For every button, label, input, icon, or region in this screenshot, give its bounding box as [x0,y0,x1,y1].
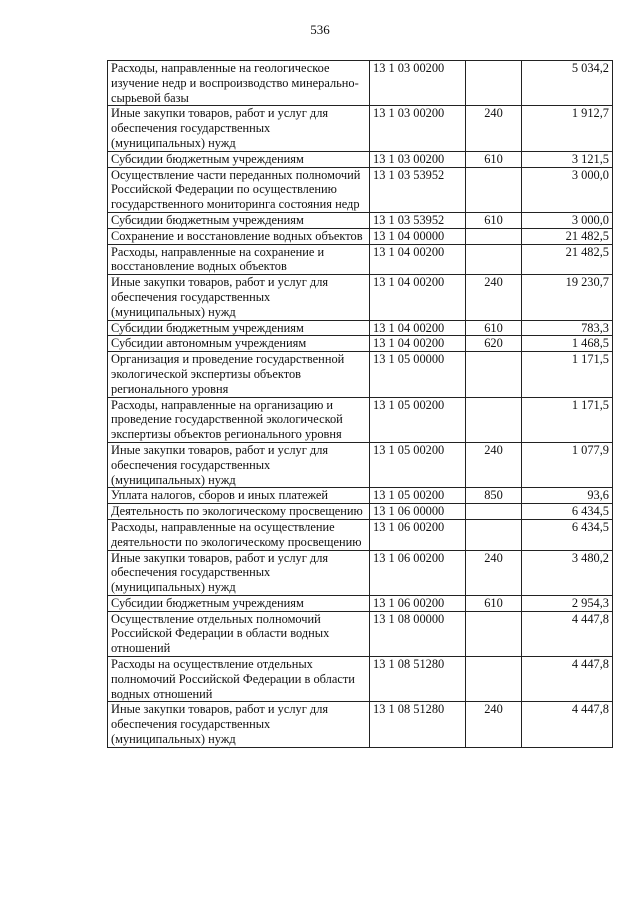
table-row [108,167,613,212]
table-row [108,488,613,504]
row-type-cell [466,167,522,212]
row-type-cell [466,352,522,397]
table-row [108,657,613,702]
row-type-cell: 850 [466,488,522,504]
row-type-cell [466,504,522,520]
table-row [108,320,613,336]
row-name-cell: Расходы, направленные на сохранение и восстановление водных объектов [108,244,370,275]
row-amount-cell: 3 480,2 [522,550,613,595]
row-amount-cell: 4 447,8 [522,702,613,747]
page-number: 536 [310,22,330,37]
row-amount-cell: 1 468,5 [522,336,613,352]
row-code-cell: 13 1 03 00200 [370,151,466,167]
row-type-cell: 610 [466,212,522,228]
row-type-cell [466,611,522,656]
row-code-cell: 13 1 03 00200 [370,61,466,106]
row-code-cell: 13 1 04 00000 [370,228,466,244]
row-code-cell: 13 1 03 00200 [370,106,466,151]
row-name-cell: Осуществление части переданных полномочий Российской Федерации по осуществлению государственного мониторинга состояния недр [108,167,370,212]
table-row [108,550,613,595]
table-row [108,611,613,656]
row-type-cell: 620 [466,336,522,352]
row-amount-cell: 1 912,7 [522,106,613,151]
row-type-cell: 240 [466,106,522,151]
row-name-cell: Деятельность по экологическому просвещению [108,504,370,520]
row-code-cell: 13 1 05 00000 [370,352,466,397]
row-amount-cell: 783,3 [522,320,613,336]
row-name-cell: Расходы, направленные на геологическое изучение недр и воспроизводство минерально-сырьевой базы [108,61,370,106]
row-name-cell: Иные закупки товаров, работ и услуг для обеспечения государственных (муниципальных) нужд [108,106,370,151]
row-amount-cell: 2 954,3 [522,595,613,611]
row-name-cell: Субсидии автономным учреждениям [108,336,370,352]
row-code-cell: 13 1 04 00200 [370,320,466,336]
row-type-cell: 240 [466,442,522,487]
row-amount-cell: 1 077,9 [522,442,613,487]
row-type-cell [466,397,522,442]
row-amount-cell: 1 171,5 [522,352,613,397]
table-row [108,212,613,228]
table-row [108,61,613,106]
row-amount-cell: 4 447,8 [522,657,613,702]
row-code-cell: 13 1 06 00200 [370,550,466,595]
row-code-cell: 13 1 04 00200 [370,244,466,275]
row-code-cell: 13 1 06 00200 [370,519,466,550]
row-amount-cell: 3 000,0 [522,212,613,228]
table-row [108,595,613,611]
row-name-cell: Уплата налогов, сборов и иных платежей [108,488,370,504]
table-row [108,151,613,167]
table-row [108,275,613,320]
row-name-cell: Субсидии бюджетным учреждениям [108,151,370,167]
row-type-cell [466,61,522,106]
table-row [108,504,613,520]
row-name-cell: Расходы, направленные на осуществление деятельности по экологическому просвещению [108,519,370,550]
row-amount-cell: 3 121,5 [522,151,613,167]
row-code-cell: 13 1 05 00200 [370,397,466,442]
table-row [108,702,613,747]
row-code-cell: 13 1 04 00200 [370,336,466,352]
row-amount-cell: 6 434,5 [522,519,613,550]
row-name-cell: Осуществление отдельных полномочий Российской Федерации в области водных отношений [108,611,370,656]
row-type-cell: 240 [466,702,522,747]
table-row [108,244,613,275]
row-amount-cell: 93,6 [522,488,613,504]
budget-table [107,60,613,748]
row-amount-cell: 1 171,5 [522,397,613,442]
row-code-cell: 13 1 03 53952 [370,167,466,212]
row-amount-cell: 5 034,2 [522,61,613,106]
row-amount-cell: 21 482,5 [522,228,613,244]
table-row [108,519,613,550]
row-code-cell: 13 1 08 51280 [370,657,466,702]
row-name-cell: Расходы на осуществление отдельных полномочий Российской Федерации в области водных отношений [108,657,370,702]
row-code-cell: 13 1 06 00000 [370,504,466,520]
table-row [108,336,613,352]
row-code-cell: 13 1 08 00000 [370,611,466,656]
row-type-cell: 240 [466,275,522,320]
row-amount-cell: 19 230,7 [522,275,613,320]
row-type-cell: 610 [466,151,522,167]
row-type-cell: 610 [466,595,522,611]
row-name-cell: Иные закупки товаров, работ и услуг для обеспечения государственных (муниципальных) нужд [108,442,370,487]
row-type-cell [466,228,522,244]
row-type-cell: 240 [466,550,522,595]
table-row [108,228,613,244]
row-amount-cell: 21 482,5 [522,244,613,275]
row-code-cell: 13 1 04 00200 [370,275,466,320]
row-code-cell: 13 1 06 00200 [370,595,466,611]
table-row [108,352,613,397]
row-type-cell [466,519,522,550]
row-name-cell: Организация и проведение государственной экологической экспертизы объектов регионального уровня [108,352,370,397]
row-amount-cell: 6 434,5 [522,504,613,520]
row-name-cell: Расходы, направленные на организацию и проведение государственной экологической экспертизы объектов регионального уровня [108,397,370,442]
row-name-cell: Субсидии бюджетным учреждениям [108,212,370,228]
row-name-cell: Субсидии бюджетным учреждениям [108,320,370,336]
budget-table-body [108,61,613,748]
row-amount-cell: 3 000,0 [522,167,613,212]
table-row [108,442,613,487]
table-row [108,106,613,151]
row-code-cell: 13 1 03 53952 [370,212,466,228]
row-type-cell: 610 [466,320,522,336]
row-type-cell [466,244,522,275]
row-name-cell: Иные закупки товаров, работ и услуг для обеспечения государственных (муниципальных) нужд [108,550,370,595]
row-name-cell: Иные закупки товаров, работ и услуг для обеспечения государственных (муниципальных) нужд [108,275,370,320]
row-code-cell: 13 1 05 00200 [370,442,466,487]
table-row [108,397,613,442]
row-name-cell: Иные закупки товаров, работ и услуг для обеспечения государственных (муниципальных) нужд [108,702,370,747]
row-code-cell: 13 1 05 00200 [370,488,466,504]
row-name-cell: Сохранение и восстановление водных объектов [108,228,370,244]
row-code-cell: 13 1 08 51280 [370,702,466,747]
row-type-cell [466,657,522,702]
row-name-cell: Субсидии бюджетным учреждениям [108,595,370,611]
row-amount-cell: 4 447,8 [522,611,613,656]
